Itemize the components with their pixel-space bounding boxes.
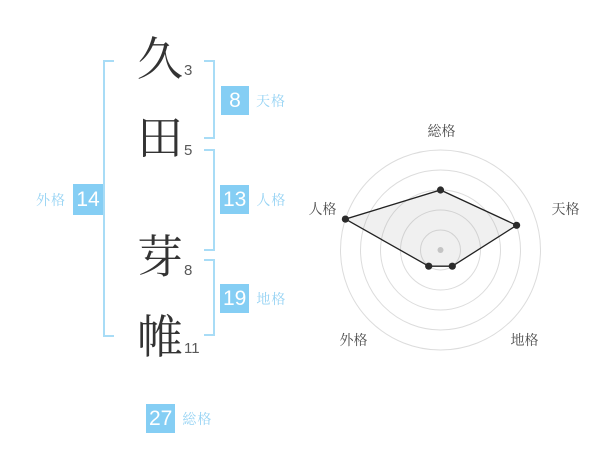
gaikaku-label: 外格 (36, 191, 66, 208)
name-character-1: 久 (137, 33, 183, 85)
radar-axis-label: 人格 (308, 201, 337, 217)
gaikaku-row (36, 184, 103, 215)
name-character-2: 田 (137, 112, 183, 164)
radar-data-point (425, 263, 432, 270)
tenkaku-row (221, 86, 286, 115)
radar-value-polygon (345, 190, 516, 266)
soukaku-value-badge: 27 (146, 404, 175, 433)
name-character-3: 芽 (137, 231, 183, 283)
tenkaku-value-badge: 8 (221, 86, 249, 115)
soukaku-label: 総格 (182, 410, 213, 427)
stroke-count-3: 8 (184, 262, 193, 279)
radar-data-point (342, 216, 349, 223)
tenkaku-label: 天格 (256, 92, 286, 109)
chikaku-value-badge: 19 (220, 284, 249, 313)
stroke-count-2: 5 (184, 142, 193, 159)
radar-data-point (437, 186, 444, 193)
tenkaku-bracket (204, 60, 215, 139)
fortune-radar-chart (300, 110, 600, 365)
radar-axis-label: 天格 (551, 201, 580, 217)
radar-axis-label: 総格 (427, 123, 456, 139)
name-character-4: 帷 (137, 311, 183, 363)
radar-axis-label: 地格 (510, 332, 539, 348)
gaikaku-value-badge: 14 (73, 184, 103, 215)
radar-data-point (513, 222, 520, 229)
jinkaku-bracket (204, 149, 215, 251)
stroke-count-1: 3 (184, 62, 193, 79)
radar-axis-label: 外格 (339, 332, 368, 348)
gaikaku-bracket (103, 60, 114, 337)
soukaku-row (146, 404, 212, 433)
radar-center-dot (438, 247, 444, 253)
jinkaku-label: 人格 (256, 191, 287, 208)
chikaku-label: 地格 (256, 290, 287, 307)
radar-data-point (449, 263, 456, 270)
chikaku-row (220, 284, 286, 313)
stroke-count-4: 11 (184, 340, 200, 357)
jinkaku-value-badge: 13 (220, 185, 249, 214)
chikaku-bracket (204, 259, 215, 336)
radar-svg (300, 110, 600, 365)
jinkaku-row (220, 185, 286, 214)
